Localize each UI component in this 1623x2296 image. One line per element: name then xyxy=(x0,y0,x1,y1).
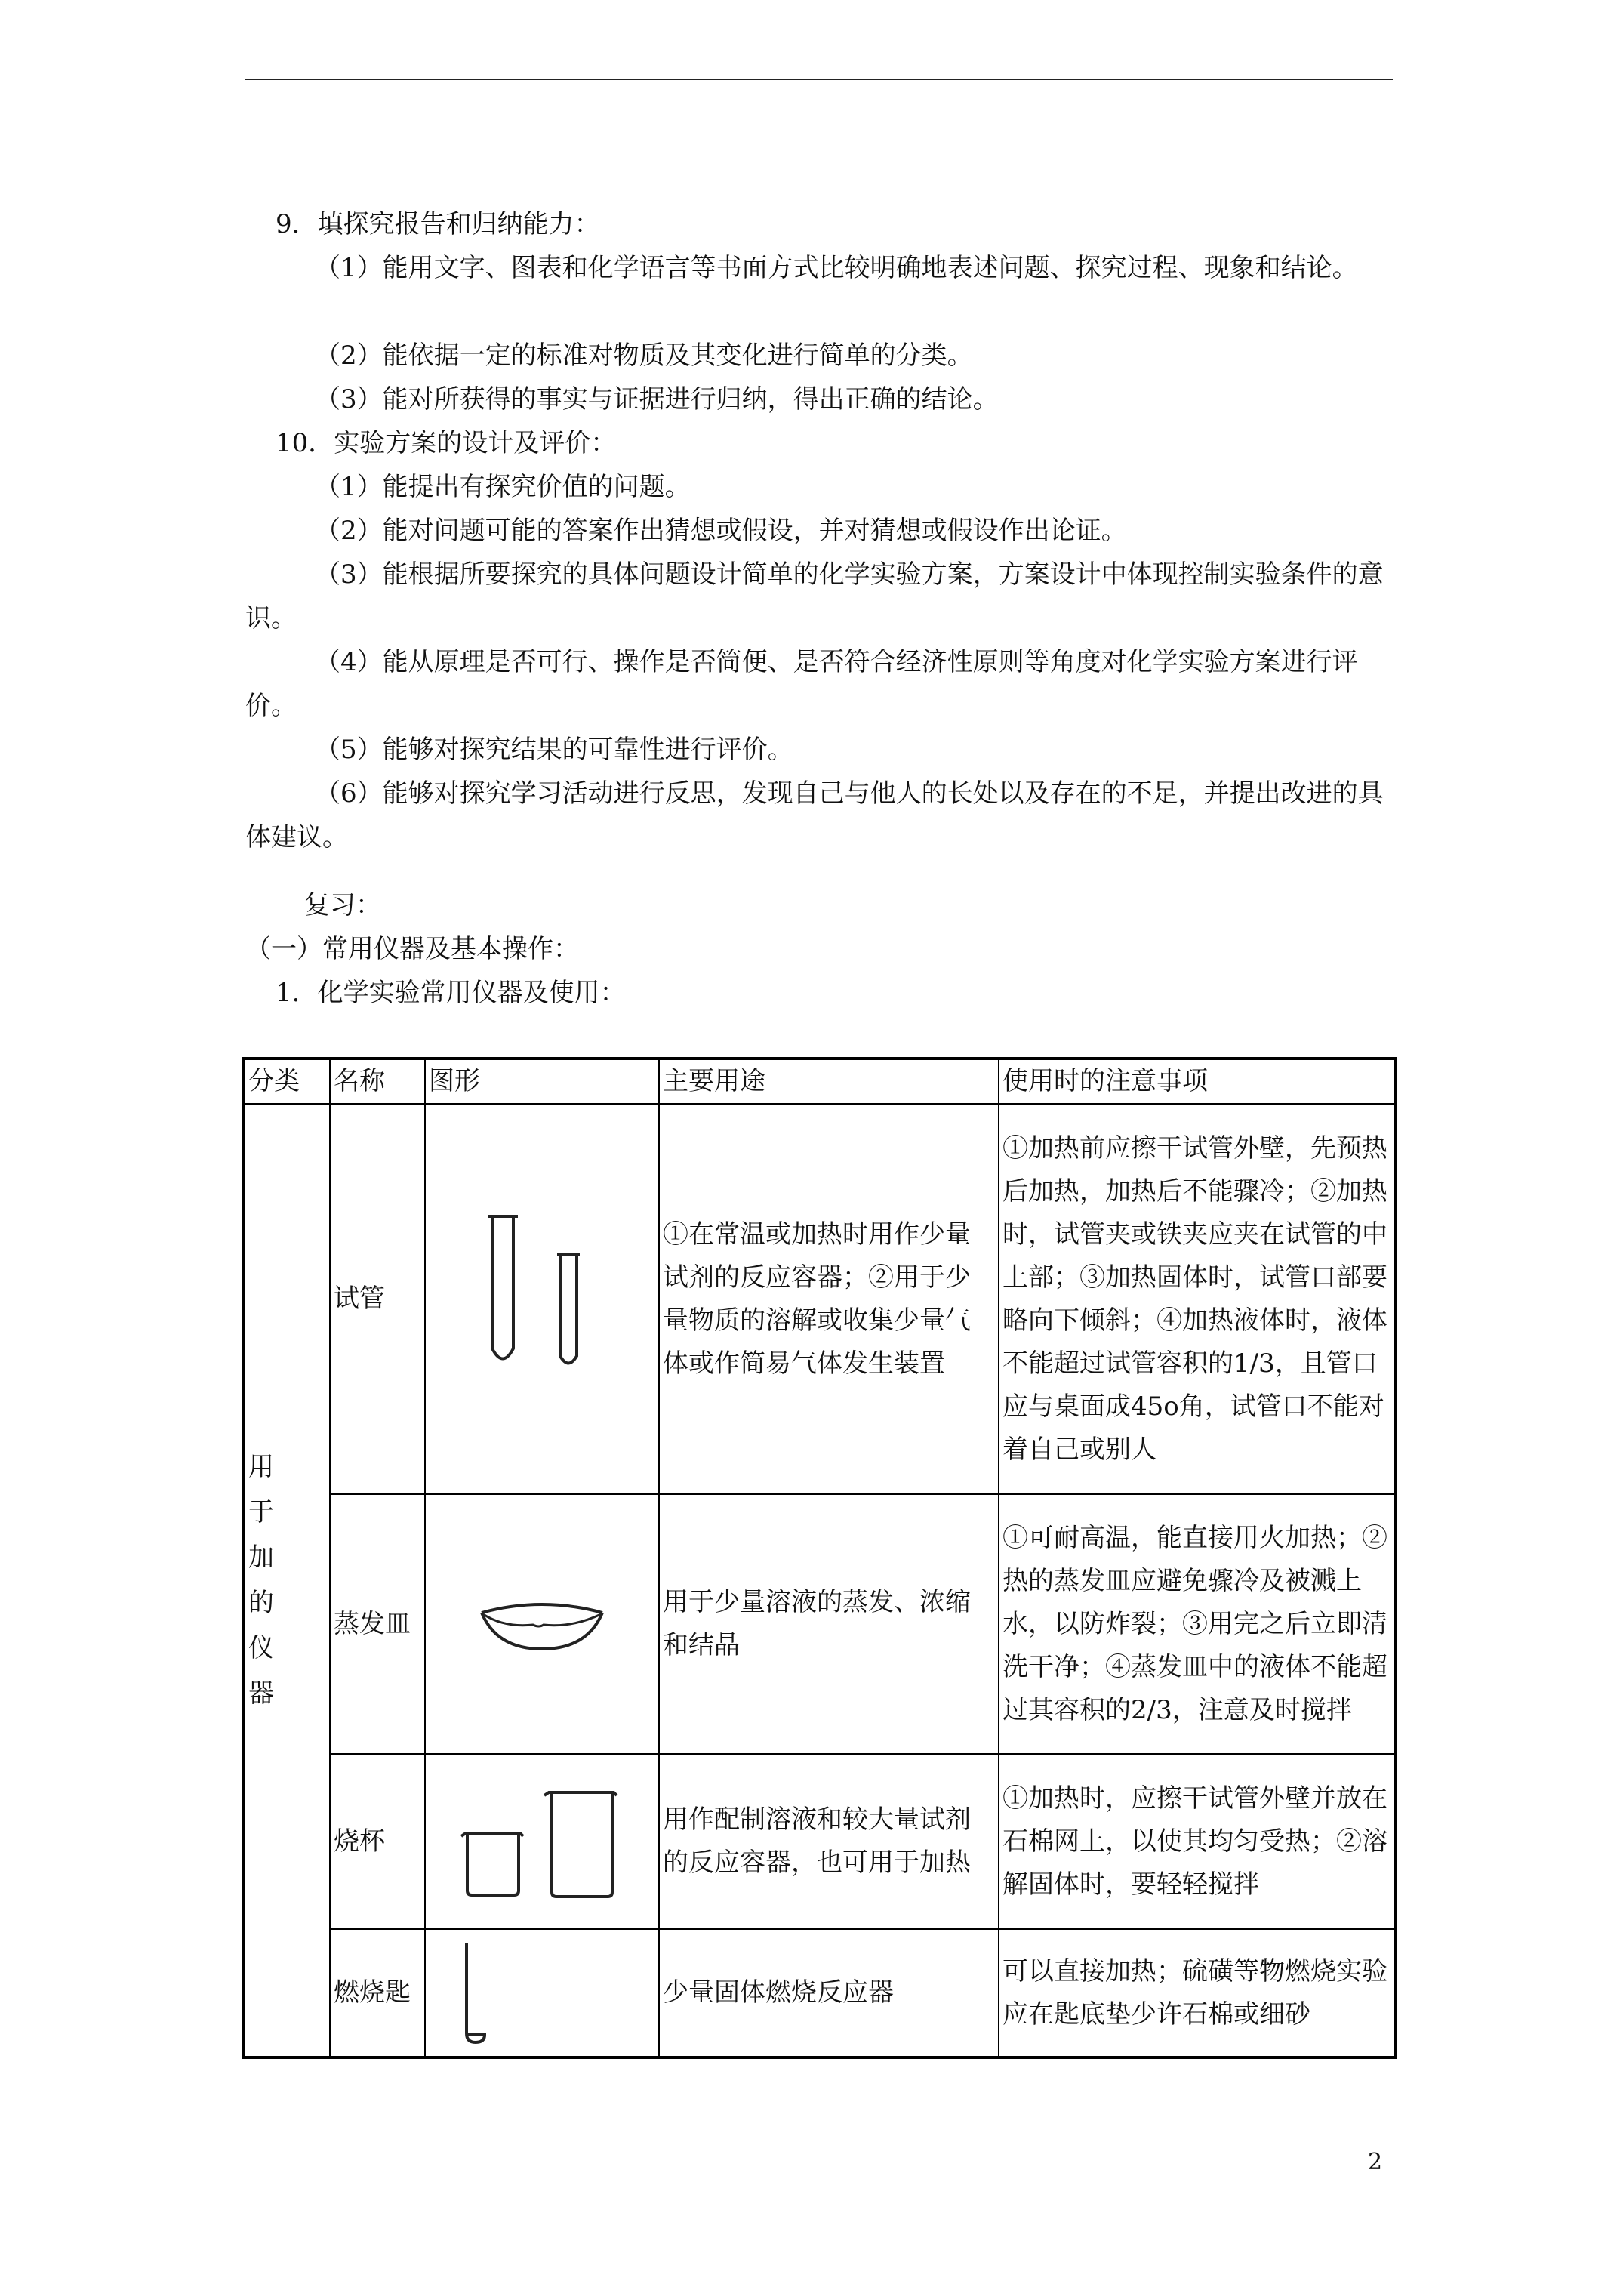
header-name: 名称 xyxy=(330,1059,425,1104)
header-notes: 使用时的注意事项 xyxy=(999,1059,1396,1104)
header-category: 分类 xyxy=(244,1059,330,1104)
use-cell: 少量固体燃烧反应器 xyxy=(659,1929,999,2057)
notes-cell: ①可耐高温，能直接用火加热；②热的蒸发皿应避免骤冷及被溅上水，以防炸裂；③用完之后立即清洗干净；④蒸发皿中的液体不能超过其容积的2/3，注意及时搅拌 xyxy=(999,1494,1396,1754)
review-item-1: 1．化学实验常用仪器及使用： xyxy=(276,978,626,1008)
section10-heading: 10．实验方案的设计及评价： xyxy=(276,428,617,458)
table-row xyxy=(244,1494,1396,1754)
figure-cell xyxy=(425,1494,659,1754)
use-cell: ①在常温或加热时用作少量试剂的反应容器；②用于少量物质的溶解或收集少量气体或作简易气体发生装置 xyxy=(659,1104,999,1494)
table-row xyxy=(244,1754,1396,1929)
page-number: 2 xyxy=(1368,2149,1383,2175)
table-row xyxy=(244,1929,1396,2057)
use-cell: 用作配制溶液和较大量试剂的反应容器，也可用于加热 xyxy=(659,1754,999,1929)
section9-item-3: （3）能对所获得的事实与证据进行归纳，得出正确的结论。 xyxy=(315,384,999,415)
figure-cell xyxy=(425,1929,659,2057)
use-cell: 用于少量溶液的蒸发、浓缩和结晶 xyxy=(659,1494,999,1754)
figure-cell xyxy=(425,1754,659,1929)
section9-heading: 9．填探究报告和归纳能力： xyxy=(276,209,600,239)
section10-item-4: （4）能从原理是否可行、操作是否简便、是否符合经济性原则等角度对化学实验方案进行评价。 xyxy=(245,647,1358,721)
evaporating-dish-icon xyxy=(467,1590,617,1658)
header-rule xyxy=(245,79,1393,80)
name-cell: 蒸发皿 xyxy=(330,1494,425,1754)
notes-cell: ①加热时，应擦干试管外壁并放在石棉网上，以使其均匀受热；②溶解固体时，要轻轻搅拌 xyxy=(999,1754,1396,1929)
notes-cell: 可以直接加热；硫磺等物燃烧实验应在匙底垫少许石棉或细砂 xyxy=(999,1929,1396,2057)
name-cell: 烧杯 xyxy=(330,1754,425,1929)
header-use: 主要用途 xyxy=(659,1059,999,1104)
beaker-icon xyxy=(455,1777,629,1906)
section9-item-2: （2）能依据一定的标准对物质及其变化进行简单的分类。 xyxy=(315,341,973,371)
review-subheading: （一）常用仪器及基本操作： xyxy=(245,934,579,964)
table-header-row xyxy=(244,1059,1396,1104)
section10-item-6: （6）能够对探究学习活动进行反思，发现自己与他人的长处以及存在的不足，并提出改进的具体建议。 xyxy=(245,778,1384,852)
section9-item-1: （1）能用文字、图表和化学语言等书面方式比较明确地表述问题、探究过程、现象和结论。 xyxy=(315,253,1358,283)
notes-cell: ①加热前应擦干试管外壁，先预热后加热，加热后不能骤冷；②加热时，试管夹或铁夹应夹在试管的中上部；③加热固体时，试管口部要略向下倾斜；④加热液体时，液体不能超过试管容积的1/3，且管口应与桌面成45o角，试管口不能对着自己或别人 xyxy=(999,1104,1396,1494)
section10-item-3: （3）能根据所要探究的具体问题设计简单的化学实验方案，方案设计中体现控制实验条件的意识。 xyxy=(245,559,1384,633)
table-row xyxy=(244,1104,1396,1494)
header-figure: 图形 xyxy=(425,1059,659,1104)
section10-item-2: （2）能对问题可能的答案作出猜想或假设，并对猜想或假设作出论证。 xyxy=(315,516,1127,546)
category-cell: 用 于 加 的 仪 器 xyxy=(244,1104,330,2057)
instruments-table xyxy=(242,1057,1397,2059)
name-cell: 燃烧匙 xyxy=(330,1929,425,2057)
review-label: 复习： xyxy=(304,890,381,920)
figure-cell xyxy=(425,1104,659,1494)
name-cell: 试管 xyxy=(330,1104,425,1494)
section10-item-5: （5）能够对探究结果的可靠性进行评价。 xyxy=(315,735,793,765)
combustion-spoon-icon xyxy=(451,1937,512,2050)
test-tube-icon xyxy=(467,1201,617,1398)
section10-item-1: （1）能提出有探究价值的问题。 xyxy=(315,472,691,502)
